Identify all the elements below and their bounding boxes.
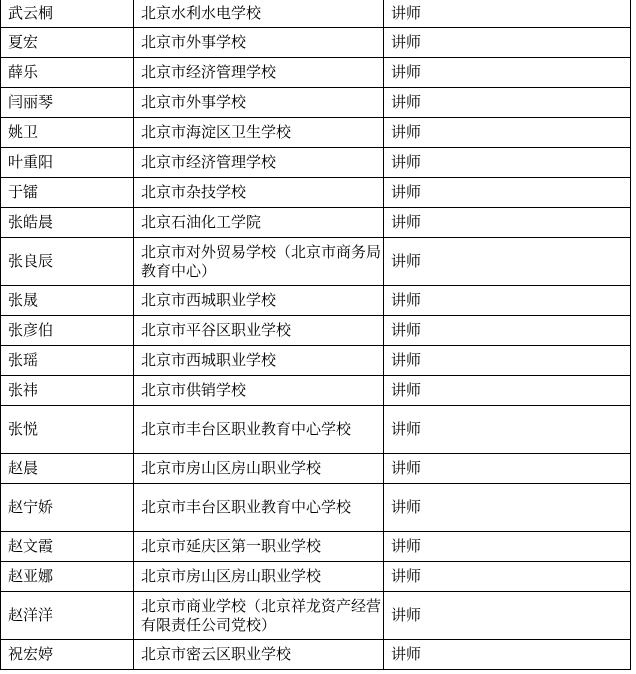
title-cell: 讲师 — [384, 148, 631, 178]
school-cell: 北京市商业学校（北京祥龙资产经营有限责任公司党校） — [134, 592, 384, 640]
title-cell: 讲师 — [384, 376, 631, 406]
name-cell: 张悦 — [1, 406, 134, 454]
title-cell: 讲师 — [384, 208, 631, 238]
name-cell: 赵亚娜 — [1, 562, 134, 592]
school-cell: 北京市平谷区职业学校 — [134, 316, 384, 346]
school-cell: 北京市房山区房山职业学校 — [134, 562, 384, 592]
title-cell: 讲师 — [384, 316, 631, 346]
school-cell: 北京市延庆区第一职业学校 — [134, 532, 384, 562]
title-cell: 讲师 — [384, 238, 631, 286]
name-cell: 张彦伯 — [1, 316, 134, 346]
name-cell: 夏宏 — [1, 28, 134, 58]
name-cell: 张瑶 — [1, 346, 134, 376]
name-cell: 赵宁娇 — [1, 484, 134, 532]
table-row — [1, 28, 631, 58]
title-cell: 讲师 — [384, 88, 631, 118]
title-cell: 讲师 — [384, 592, 631, 640]
name-cell: 于镭 — [1, 178, 134, 208]
table-row — [1, 178, 631, 208]
school-cell: 北京市西城职业学校 — [134, 346, 384, 376]
table-row — [1, 208, 631, 238]
school-cell: 北京水利水电学校 — [134, 0, 384, 28]
table-row — [1, 592, 631, 640]
name-cell: 叶重阳 — [1, 148, 134, 178]
table-row — [1, 640, 631, 670]
school-cell: 北京市海淀区卫生学校 — [134, 118, 384, 148]
title-cell: 讲师 — [384, 118, 631, 148]
name-cell: 武云桐 — [1, 0, 134, 28]
school-cell: 北京市外事学校 — [134, 28, 384, 58]
title-cell: 讲师 — [384, 286, 631, 316]
name-cell: 张祎 — [1, 376, 134, 406]
school-cell: 北京市丰台区职业教育中心学校 — [134, 406, 384, 454]
table-row — [1, 118, 631, 148]
school-cell: 北京市经济管理学校 — [134, 58, 384, 88]
title-cell: 讲师 — [384, 406, 631, 454]
title-cell: 讲师 — [384, 532, 631, 562]
table-row — [1, 238, 631, 286]
table-row — [1, 562, 631, 592]
name-cell: 张皓晨 — [1, 208, 134, 238]
name-cell: 赵晨 — [1, 454, 134, 484]
title-cell: 讲师 — [384, 484, 631, 532]
table-row — [1, 286, 631, 316]
table-row — [1, 346, 631, 376]
school-cell: 北京市经济管理学校 — [134, 148, 384, 178]
table-row — [1, 376, 631, 406]
title-cell: 讲师 — [384, 454, 631, 484]
school-cell: 北京市密云区职业学校 — [134, 640, 384, 670]
title-cell: 讲师 — [384, 58, 631, 88]
name-cell: 赵洋洋 — [1, 592, 134, 640]
school-cell: 北京市杂技学校 — [134, 178, 384, 208]
school-cell: 北京石油化工学院 — [134, 208, 384, 238]
title-cell: 讲师 — [384, 0, 631, 28]
name-cell: 薛乐 — [1, 58, 134, 88]
table-row — [1, 88, 631, 118]
title-cell: 讲师 — [384, 562, 631, 592]
table-row — [1, 316, 631, 346]
name-cell: 张晟 — [1, 286, 134, 316]
table-row — [1, 484, 631, 532]
school-cell: 北京市外事学校 — [134, 88, 384, 118]
table-row — [1, 532, 631, 562]
title-cell: 讲师 — [384, 28, 631, 58]
school-cell: 北京市丰台区职业教育中心学校 — [134, 484, 384, 532]
table-row — [1, 58, 631, 88]
title-cell: 讲师 — [384, 640, 631, 670]
school-cell: 北京市供销学校 — [134, 376, 384, 406]
title-cell: 讲师 — [384, 178, 631, 208]
title-cell: 讲师 — [384, 346, 631, 376]
name-cell: 张良辰 — [1, 238, 134, 286]
table-row — [1, 0, 631, 28]
table-row — [1, 406, 631, 454]
school-cell: 北京市对外贸易学校（北京市商务局教育中心） — [134, 238, 384, 286]
name-cell: 闫丽琴 — [1, 88, 134, 118]
school-cell: 北京市房山区房山职业学校 — [134, 454, 384, 484]
table-row — [1, 454, 631, 484]
name-cell: 姚卫 — [1, 118, 134, 148]
name-cell: 祝宏婷 — [1, 640, 134, 670]
school-cell: 北京市西城职业学校 — [134, 286, 384, 316]
name-cell: 赵文霞 — [1, 532, 134, 562]
table-row — [1, 148, 631, 178]
